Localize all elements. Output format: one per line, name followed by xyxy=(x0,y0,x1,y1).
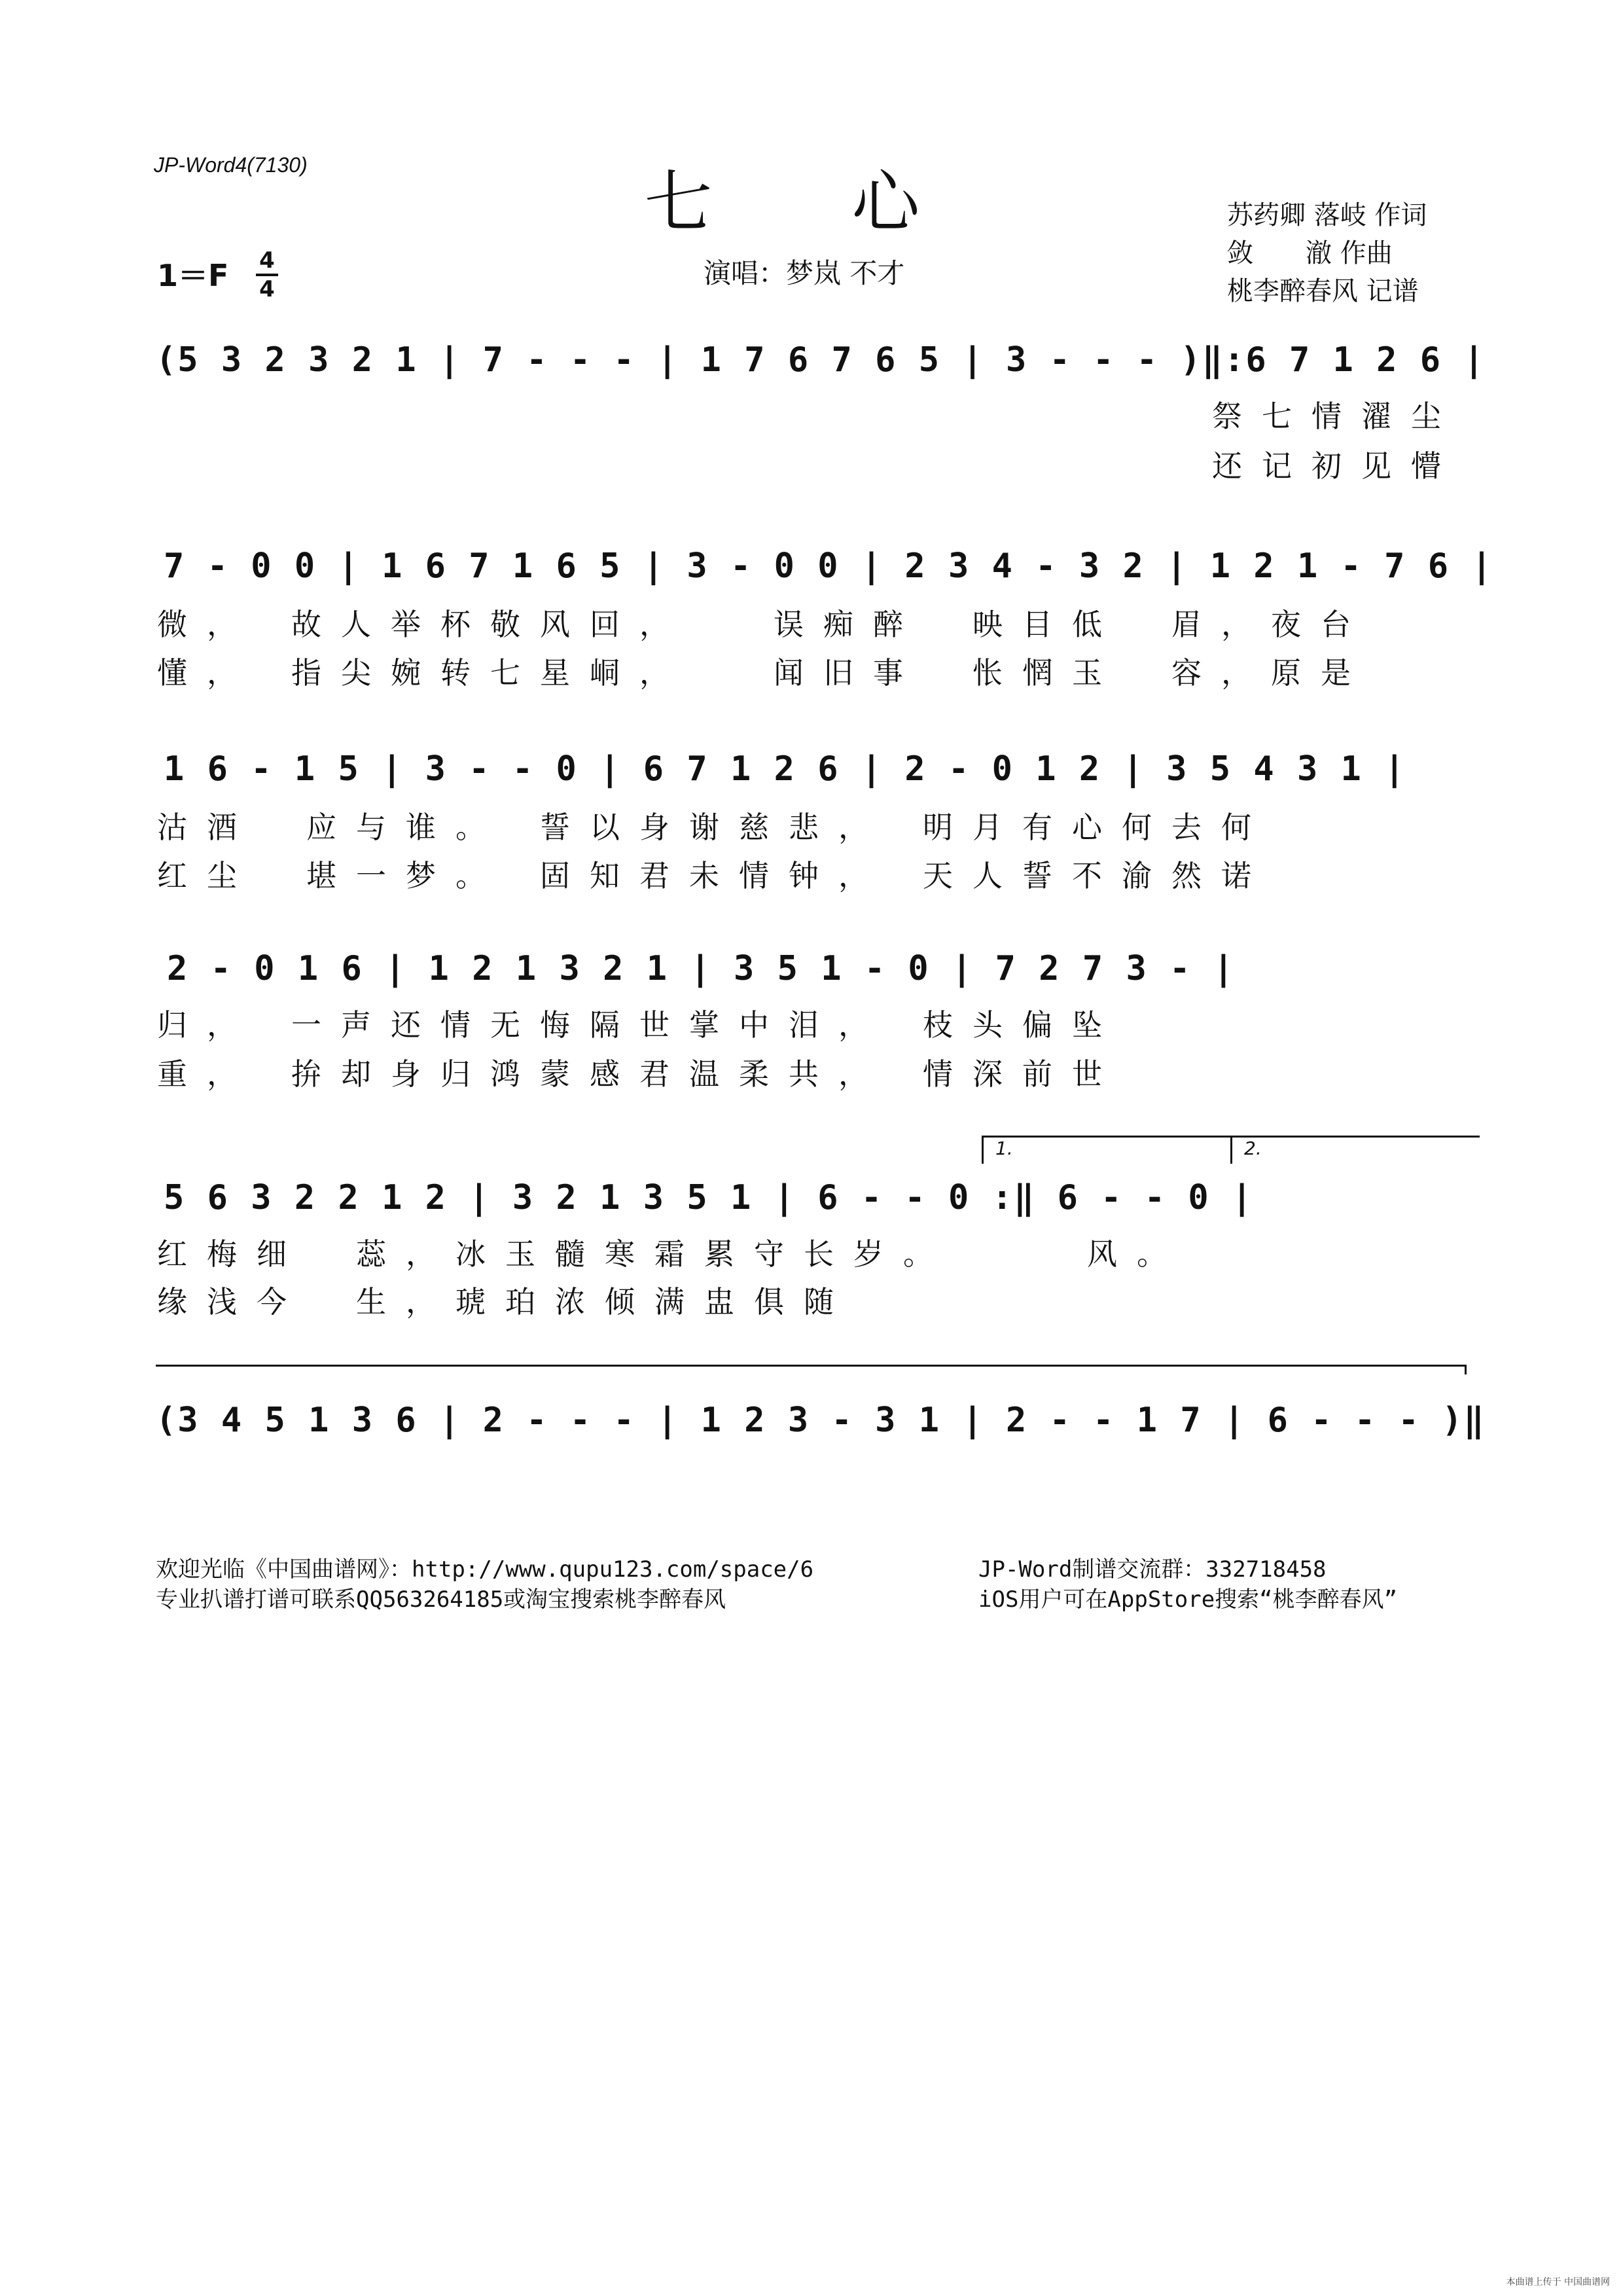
corner-watermark: 本曲谱上传于 中国曲谱网 xyxy=(1506,2277,1610,2287)
volta-1-label: 1. xyxy=(995,1138,1013,1159)
notes-system-1: (5 3 2 3 2 1 | 7 - - - | 1 7 6 7 6 5 | 3 - - - )‖:6 7 1 2 6 | xyxy=(156,340,1486,380)
footer-line-2-left: 专业扒谱打谱可联系QQ563264185或淘宝搜索桃李醉春风 xyxy=(156,1587,726,1613)
lyric-system-2-verse-1: 微， 故人举杯敬风回， 误痴醉 映目低 眉，夜台 xyxy=(157,607,1370,642)
lyric-system-3-verse-2: 红尘 堪一梦。 固知君未情钟， 天人誓不渝然诺 xyxy=(157,858,1271,893)
singer-credit: 演唱：梦岚 不才 xyxy=(704,257,905,289)
volta-2-label: 2. xyxy=(1244,1138,1262,1159)
notes-system-6: (3 4 5 1 3 6 | 2 - - - | 1 2 3 - 3 1 | 2 - - 1 7 | 6 - - - )‖ xyxy=(156,1401,1486,1440)
lyricist-credit: 苏药卿 落岐 作词 xyxy=(1227,200,1427,230)
lyric-system-1-verse-1: 祭七情濯尘 xyxy=(1212,399,1461,434)
outro-bracket xyxy=(156,1365,1467,1374)
key-signature: 1＝F xyxy=(157,258,229,293)
lyric-system-4-verse-1: 归， 一声还情无悔隔世掌中泪， 枝头偏坠 xyxy=(157,1007,1122,1043)
composer-credit: 敛 澈 作曲 xyxy=(1227,238,1393,268)
footer-line-1-right: JP-Word制谱交流群：332718458 xyxy=(978,1556,1327,1583)
transcriber-credit: 桃李醉春风 记谱 xyxy=(1227,276,1419,306)
notes-system-5: 5 6 3 2 2 1 2 | 3 2 1 3 5 1 | 6 - - 0 :‖ 6 - - 0 | xyxy=(164,1178,1254,1217)
notes-system-2: 7 - 0 0 | 1 6 7 1 6 5 | 3 - 0 0 | 2 3 4 - 3 2 | 1 2 1 - 7 6 | xyxy=(164,547,1493,586)
lyric-system-5-verse-1: 红梅细 蕊，冰玉髓寒霜累守长岁。 风。 xyxy=(157,1236,1186,1272)
lyric-system-2-verse-2: 懂， 指尖婉转七星峒， 闻旧事 怅惘玉 容，原是 xyxy=(157,655,1370,691)
lyric-system-3-verse-1: 沽酒 应与谁。 誓以身谢慈悲， 明月有心何去何 xyxy=(157,810,1271,845)
software-label: JP-Word4(7130) xyxy=(154,153,308,177)
page-title: 七 心 xyxy=(644,162,979,242)
time-bottom: 4 xyxy=(259,276,275,302)
footer-line-1-left: 欢迎光临《中国曲谱网》：http://www.qupu123.com/space/6 xyxy=(156,1556,814,1583)
footer-line-2-right: iOS用户可在AppStore搜索“桃李醉春风” xyxy=(978,1587,1398,1613)
lyric-system-4-verse-2: 重， 拚却身归鸿蒙感君温柔共， 情深前世 xyxy=(157,1056,1122,1092)
lyric-system-5-verse-2: 缘浅今 生，琥珀浓倾满盅俱随 xyxy=(157,1284,853,1319)
notes-system-4: 2 - 0 1 6 | 1 2 1 3 2 1 | 3 5 1 - 0 | 7 2 7 3 - | xyxy=(167,949,1236,988)
volta-2 xyxy=(1230,1136,1480,1164)
notes-system-3: 1 6 - 1 5 | 3 - - 0 | 6 7 1 2 6 | 2 - 0 1 2 | 3 5 4 3 1 | xyxy=(164,749,1406,789)
credits-block xyxy=(1227,196,1427,310)
volta-1 xyxy=(982,1136,1241,1164)
time-top: 4 xyxy=(259,247,275,274)
time-signature xyxy=(254,249,280,301)
lyric-system-1-verse-2: 还记初见懵 xyxy=(1212,448,1461,484)
